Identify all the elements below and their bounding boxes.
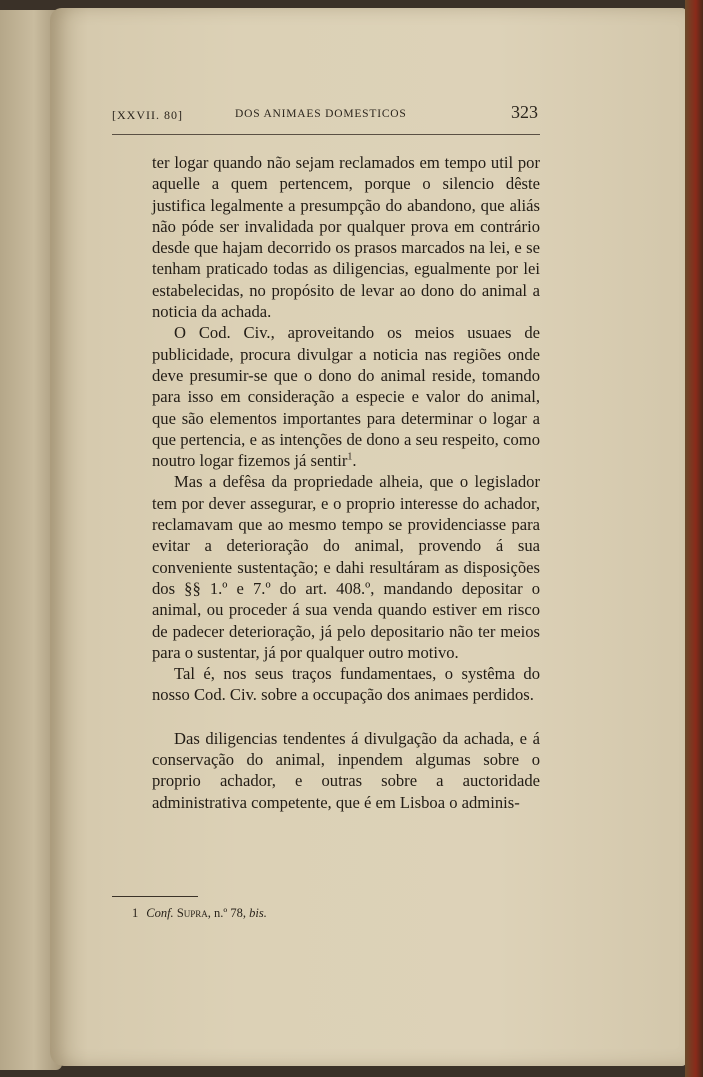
paragraph: Tal é, nos seus traços fundamentaes, o systêma do nosso Cod. Civ. sobre a occupação dos animaes perdidos. bbox=[152, 664, 540, 705]
page-number: 323 bbox=[511, 102, 538, 122]
header-section-ref: [XXVII. 80] bbox=[112, 108, 183, 122]
body-text bbox=[152, 152, 540, 813]
paragraph: Mas a defêsa da propriedade alheia, que o legislador tem por dever assegurar, e o proprio interesse do achador, reclamavam que ao mesmo tempo se providenciasse para evitar a deterioração do animal, provendo á sua conveniente sustentação; e dahi resultáram as disposições dos §§ 1.º e 7.º do art. 408.º, mandando depositar o animal, ou proceder á sua venda quando estiver em risco de padecer deterioração, já pelo depositario não ter meios para o sustentar, já por qualquer outro motivo. bbox=[152, 472, 540, 662]
footnote-conf: Conf. bbox=[146, 906, 174, 920]
footnote-bis: bis. bbox=[249, 906, 267, 920]
footnote-rule bbox=[112, 896, 198, 897]
book-cover-edge bbox=[685, 0, 703, 1077]
footnote-number: 1 bbox=[132, 906, 139, 920]
header-rule bbox=[112, 134, 540, 135]
paragraph-text: O Cod. Civ., aproveitando os meios usuaes de publicidade, procura divulgar a noticia nas regiões onde deve presumir-se que o dono do animal reside, tomando para isso em consideração a especie e valor do animal, que são elementos importantes para determinar o logar a que pertencia, e as intenções de dono a seu respeito, como noutro logar fizemos já sentir bbox=[152, 323, 540, 471]
running-header bbox=[112, 100, 540, 130]
paragraph bbox=[152, 322, 540, 471]
footnote bbox=[132, 906, 267, 921]
paragraph-end: . bbox=[352, 451, 357, 471]
header-title: DOS ANIMAES DOMESTICOS bbox=[235, 108, 407, 120]
footnote-rest: , n.º 78, bbox=[207, 906, 247, 920]
footnote-reference: 1 bbox=[347, 451, 353, 463]
footnote-supra: Supra bbox=[176, 906, 208, 920]
paragraph: Das diligencias tendentes á divulgação da achada, e á conservação do animal, inpendem algumas sobre o proprio achador, e outras sobre a auctoridade administrativa competente, que é em Lisboa o adminis- bbox=[152, 728, 540, 812]
paragraph: ter logar quando não sejam reclamados em tempo util por aquelle a quem pertencem, porque o silencio dêste justifica legalmente a presumpção do abandono, que aliás não póde ser invalidada por qualquer prova em contrário desde que hajam decorrido os prasos marcados na lei, e se tenham praticado todas as diligencias, egualmente por lei estabelecidas, no propósito de levar ao dono do animal a noticia da achada. bbox=[152, 153, 540, 322]
